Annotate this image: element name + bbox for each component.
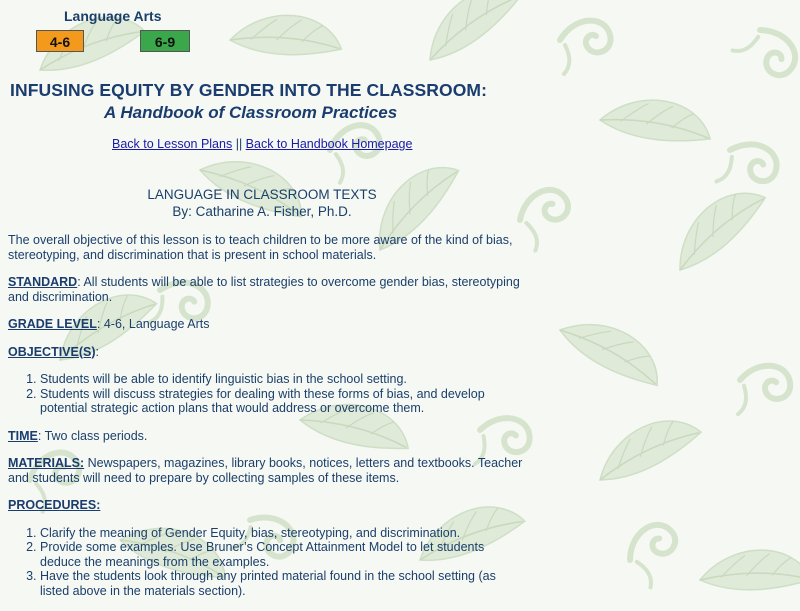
page-subtitle: A Handbook of Classroom Practices [104, 103, 398, 122]
lesson-heading [0, 186, 524, 220]
objectives-label: OBJECTIVE(S) [8, 344, 96, 359]
objectives-heading [8, 345, 528, 360]
list-item: 3. Have the students look through any printed material found in the school setting (as listed above in the materials section). [40, 569, 528, 598]
standard-text: : All students will be able to list strategies to overcome gender bias, stereotyping and discrimination. [8, 275, 520, 304]
objectives-suffix: : [95, 344, 99, 359]
materials-text: Newspapers, magazines, library books, notices, letters and textbooks. Teacher and students will need to prepare by collecting samples of these items. [8, 456, 523, 485]
time-section [8, 429, 528, 444]
procedures-label: PROCEDURES: [8, 498, 101, 512]
list-item: 2. Provide some examples. Use Bruner’s Concept Attainment Model to let students deduce the meanings from the examples. [40, 540, 528, 569]
lesson-author: By: Catharine A. Fisher, Ph.D. [172, 204, 352, 219]
procedures-heading [8, 498, 528, 513]
procedures-list [8, 526, 528, 599]
nav-links [112, 137, 412, 151]
subject-label: Language Arts [64, 8, 162, 24]
back-to-handbook-homepage-link[interactable]: Back to Handbook Homepage [245, 137, 413, 151]
lesson-content [8, 233, 528, 611]
page-title: INFUSING EQUITY BY GENDER INTO THE CLASSROOM: [10, 80, 488, 100]
list-item: 1. Students will be able to identify linguistic bias in the school setting. [40, 372, 528, 387]
grade-level-text: : 4-6, Language Arts [96, 317, 210, 331]
standard-label: STANDARD [8, 275, 78, 289]
intro-paragraph: The overall objective of this lesson is to teach children to be more aware of the kind of bias, stereotyping, and discrimination that is present in school materials. [8, 233, 513, 262]
materials-section [8, 456, 528, 485]
standard-section [8, 275, 528, 304]
grade-6-9-button[interactable]: 6-9 [140, 30, 190, 52]
grade-level-label: GRADE LEVEL [8, 317, 97, 331]
grade-4-6-button[interactable]: 4-6 [36, 30, 84, 52]
list-item: 2. Students will discuss strategies for dealing with these forms of bias, and develop potential strategic action plans that would address or overcome them. [40, 387, 528, 416]
materials-label: MATERIALS: [8, 456, 85, 470]
list-item: 1. Clarify the meaning of Gender Equity, bias, stereotyping, and discrimination. [40, 526, 528, 541]
objectives-list [8, 372, 528, 416]
lesson-title: LANGUAGE IN CLASSROOM TEXTS [147, 187, 377, 202]
time-text: : Two class periods. [37, 428, 148, 443]
link-separator: || [232, 137, 246, 151]
back-to-lesson-plans-link[interactable]: Back to Lesson Plans [112, 137, 233, 151]
grade-level-section [8, 317, 528, 332]
time-label: TIME [8, 428, 38, 443]
